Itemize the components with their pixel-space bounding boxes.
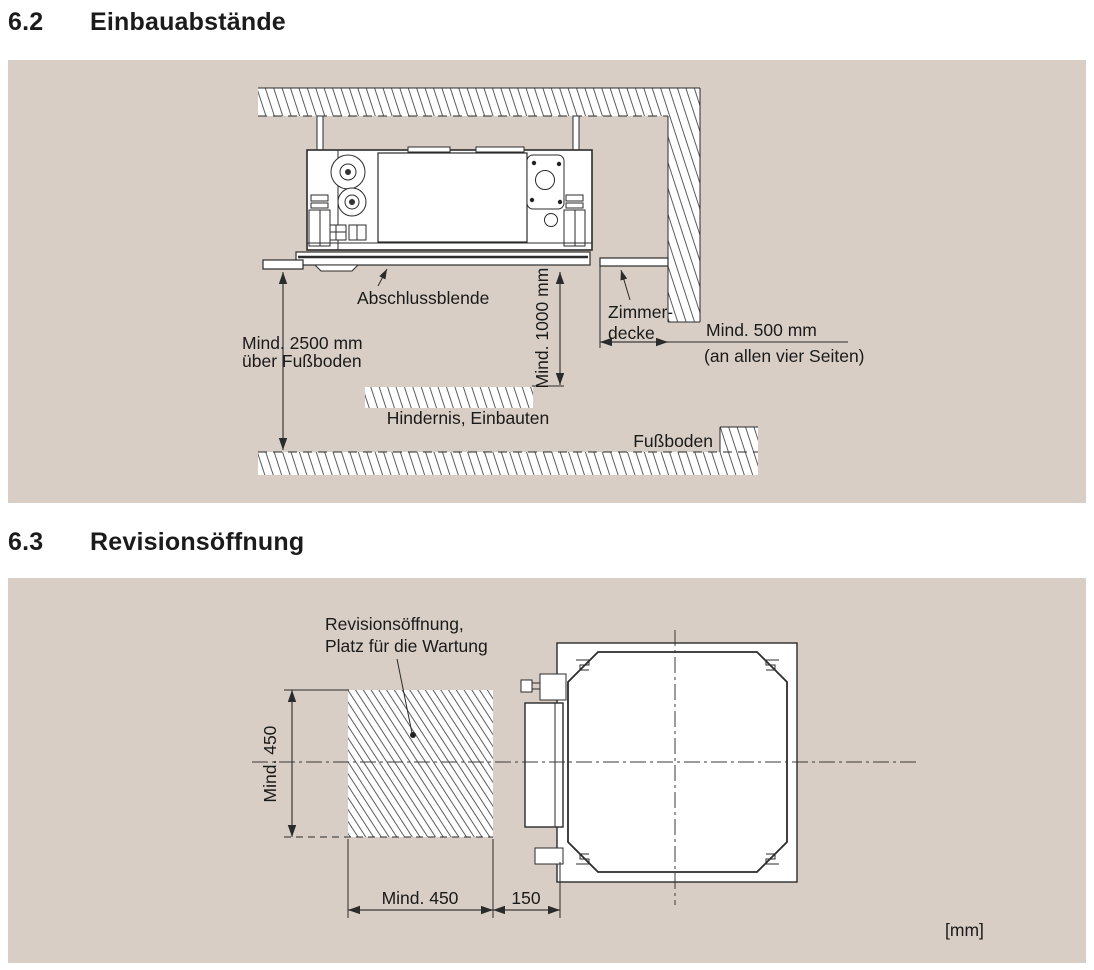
svg-text:150: 150 xyxy=(511,888,541,908)
pipe-connection xyxy=(540,674,566,700)
dim-1000-label: Mind. 1000 mm xyxy=(532,267,552,389)
label-zimmerdecke xyxy=(608,270,673,343)
dimension-2500 xyxy=(242,272,363,450)
section-number: 6.3 xyxy=(8,528,44,556)
control-box xyxy=(525,703,563,827)
obstacle-block xyxy=(365,387,533,408)
label-hindernis: Hindernis, Einbauten xyxy=(386,408,550,428)
diagram-einbauabstaende xyxy=(8,60,1086,503)
section-title: Revisionsöffnung xyxy=(90,528,305,556)
section-heading-63 xyxy=(8,528,1086,557)
inspection-opening-area xyxy=(284,690,493,837)
section-heading-62 xyxy=(8,8,1086,37)
svg-text:Abschlussblende: Abschlussblende xyxy=(357,288,490,308)
svg-text:Mind. 450: Mind. 450 xyxy=(260,725,280,803)
dimension-1000 xyxy=(532,268,564,389)
svg-text:Zimmer-: Zimmer- xyxy=(608,302,674,322)
dim-500-label-line2: (an allen vier Seiten) xyxy=(704,346,865,366)
indoor-unit-side-view xyxy=(307,147,592,250)
dimension-150 xyxy=(493,888,560,910)
svg-text:Platz für die Wartung: Platz für die Wartung xyxy=(325,636,488,656)
section-title: Einbauabstände xyxy=(90,8,286,36)
mounting-tab xyxy=(535,848,563,864)
dim-2500-label-line2: über Fußboden xyxy=(242,351,362,371)
diagram-revisionsoeffnung xyxy=(8,578,1086,963)
dimension-450-vertical xyxy=(260,690,292,837)
label-fussboden: Fußboden xyxy=(633,431,713,451)
dim-2500-label-line1: Mind. 2500 mm xyxy=(242,333,363,353)
einbauabstaende-drawing xyxy=(8,60,1086,503)
svg-text:Mind. 450: Mind. 450 xyxy=(381,888,459,908)
label-abschlussblende xyxy=(357,269,489,308)
svg-text:Revisionsöffnung,: Revisionsöffnung, xyxy=(325,614,464,634)
svg-text:decke: decke xyxy=(608,323,655,343)
revisionsoeffnung-drawing xyxy=(8,578,1086,963)
unit-label: [mm] xyxy=(945,920,984,940)
dim-500-label-line1: Mind. 500 mm xyxy=(706,320,817,340)
section-number: 6.2 xyxy=(8,8,44,36)
